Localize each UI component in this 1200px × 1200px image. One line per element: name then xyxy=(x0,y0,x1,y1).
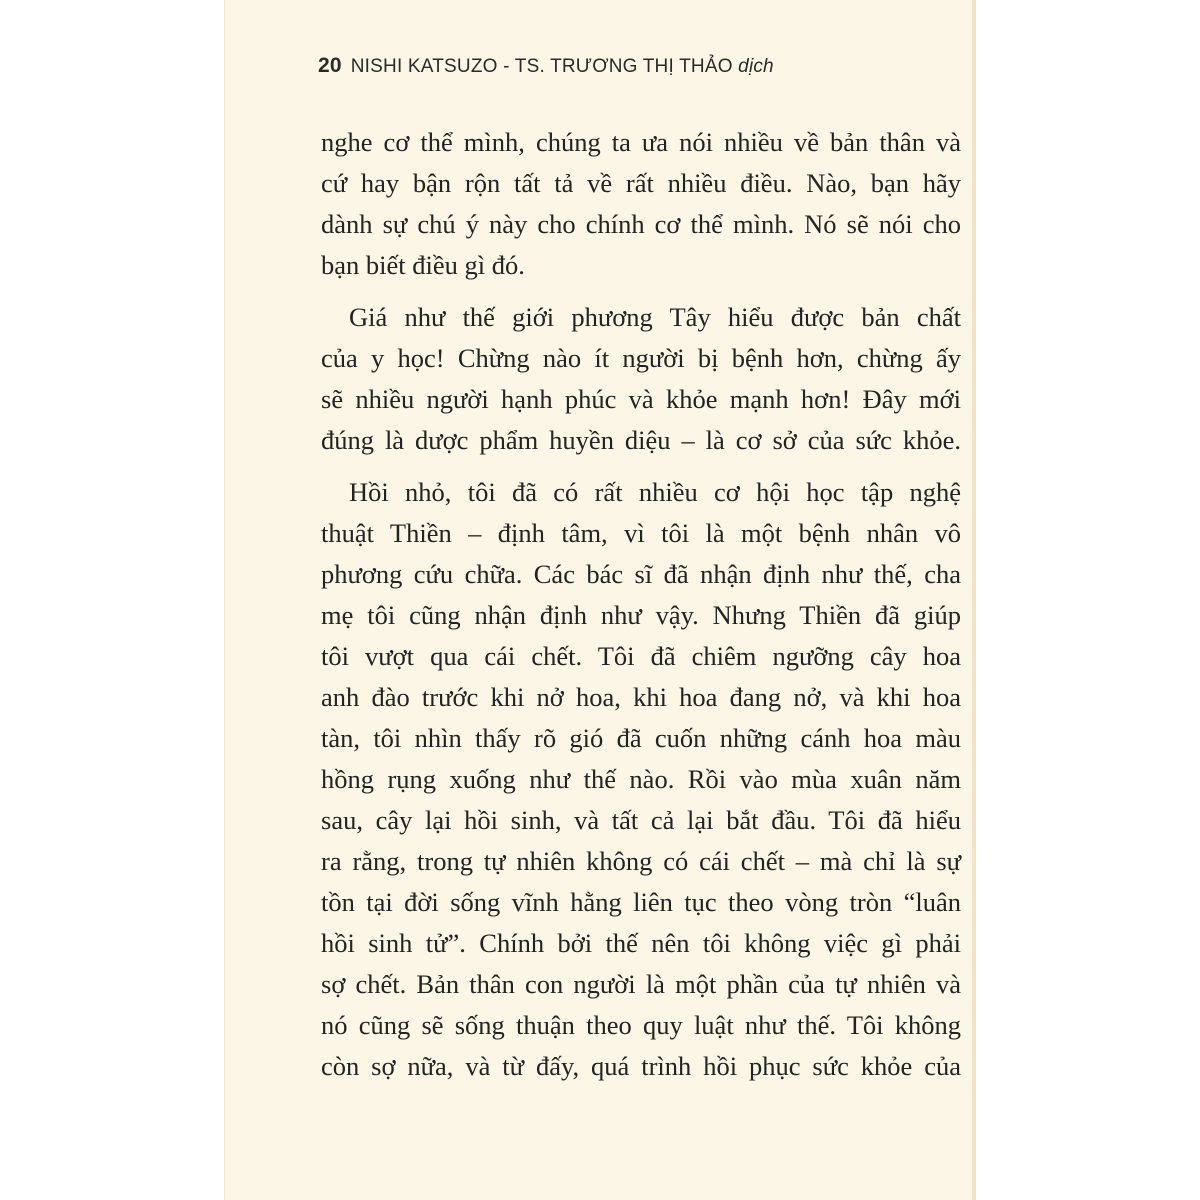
text-line: ra rằng, trong tự nhiên không có cái chết – mà chỉ là sự xyxy=(321,846,961,876)
book-page xyxy=(225,0,975,1200)
text-line: anh đào trước khi nở hoa, khi hoa đang nở, và khi hoa xyxy=(321,682,961,712)
text-line: nó cũng sẽ sống thuận theo quy luật như thế. Tôi không xyxy=(321,1010,961,1040)
text-line: bạn biết điều gì đó. xyxy=(321,250,525,280)
text-line: dành sự chú ý này cho chính cơ thể mình. Nó sẽ nói cho xyxy=(321,209,961,239)
text-line-indented: Hồi nhỏ, tôi đã có rất nhiều cơ hội học tập nghệ xyxy=(349,477,961,507)
text-line: tàn, tôi nhìn thấy rõ gió đã cuốn những cánh hoa màu xyxy=(321,723,961,753)
text-line: sẽ nhiều người hạnh phúc và khỏe mạnh hơn! Đây mới xyxy=(321,384,961,414)
header-authors: NISHI KATSUZO - TS. TRƯƠNG THỊ THẢO xyxy=(350,56,733,77)
body-text xyxy=(321,122,961,1087)
paragraph-gap xyxy=(321,286,961,297)
text-line: phương cứu chữa. Các bác sĩ đã nhận định như thế, cha xyxy=(321,559,961,589)
page-edge xyxy=(972,0,975,1200)
text-line: cứ hay bận rộn tất tả về rất nhiều điều. Nào, bạn hãy xyxy=(321,168,961,198)
text-line: mẹ tôi cũng nhận định như vậy. Nhưng Thiền đã giúp xyxy=(321,600,961,630)
text-line: của y học! Chừng nào ít người bị bệnh hơn, chừng ấy xyxy=(321,343,961,373)
text-line-indented: Giá như thế giới phương Tây hiểu được bản chất xyxy=(349,302,961,332)
text-line: sau, cây lại hồi sinh, và tất cả lại bắt đầu. Tôi đã hiểu xyxy=(321,805,961,835)
text-line: còn sợ nữa, và từ đấy, quá trình hồi phục sức khỏe của xyxy=(321,1051,961,1081)
text-line: hồng rụng xuống như thế nào. Rồi vào mùa xuân năm xyxy=(321,764,961,794)
header-translator-role: dịch xyxy=(738,56,774,77)
text-line: tôi vượt qua cái chết. Tôi đã chiêm ngưỡng cây hoa xyxy=(321,641,961,671)
text-line: hồi sinh tử”. Chính bởi thế nên tôi không việc gì phải xyxy=(321,928,961,958)
text-line: sợ chết. Bản thân con người là một phần của tự nhiên và xyxy=(321,969,961,999)
text-line: tồn tại đời sống vĩnh hằng liên tục theo vòng tròn “luân xyxy=(321,887,961,917)
paragraph-gap xyxy=(321,461,961,472)
text-line: thuật Thiền – định tâm, vì tôi là một bệnh nhân vô xyxy=(321,518,961,548)
page-number: 20 xyxy=(318,54,342,77)
running-header xyxy=(318,54,774,78)
text-line: đúng là dược phẩm huyền diệu – là cơ sở của sức khỏe. xyxy=(321,425,961,455)
text-line: nghe cơ thể mình, chúng ta ưa nói nhiều về bản thân và xyxy=(321,127,961,157)
